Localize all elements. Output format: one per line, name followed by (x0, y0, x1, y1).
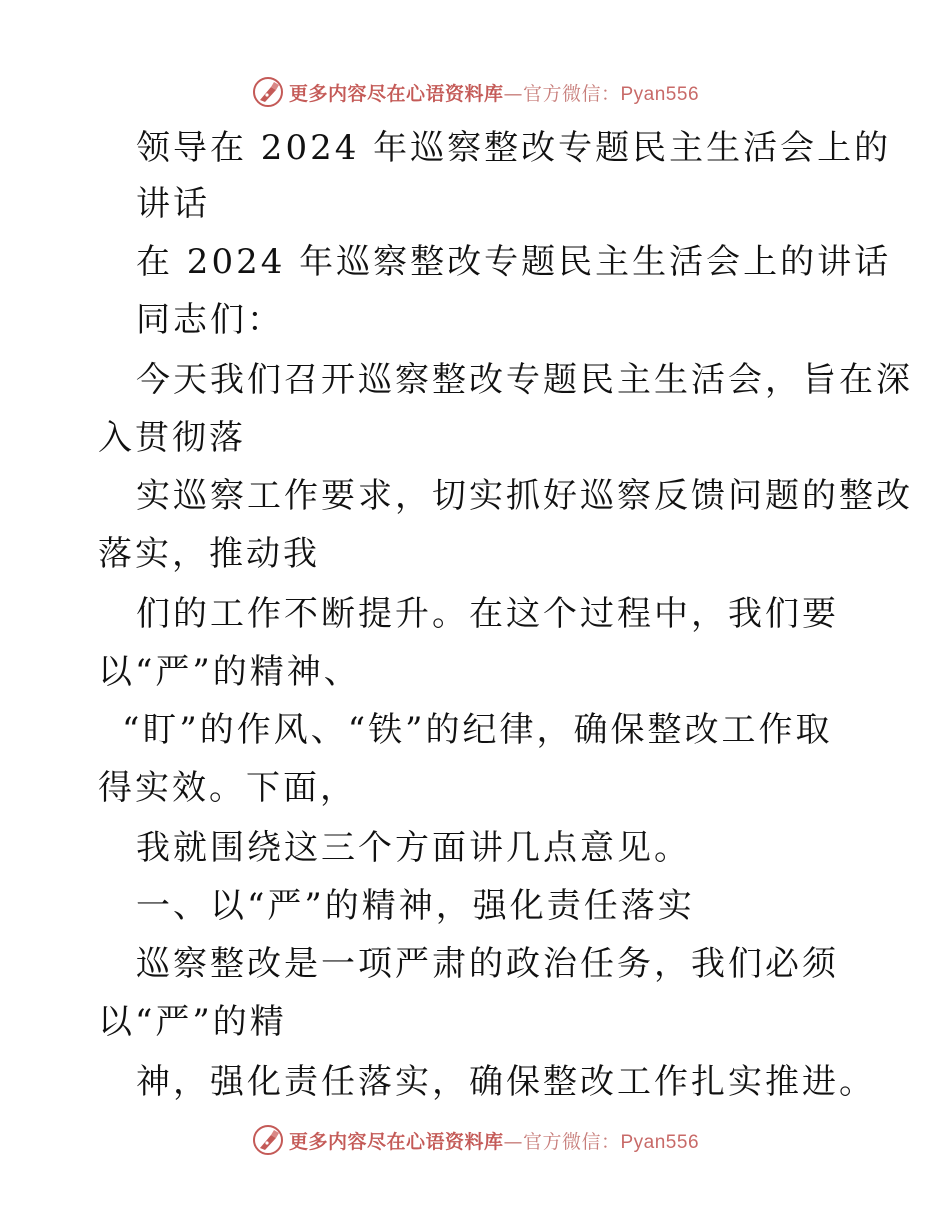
watermark-wechat-label: —官方微信： (503, 82, 621, 105)
paragraph-line: 落实，推动我 (98, 534, 320, 574)
paragraph-line: 实巡察工作要求，切实抓好巡察反馈问题的整改 (136, 476, 913, 516)
paragraph-line: 入贯彻落 (98, 418, 246, 458)
paragraph-line: 巡察整改是一项严肃的政治任务，我们必须 (136, 944, 839, 984)
paragraph-line: 以“严”的精神、 (98, 652, 361, 692)
paragraph-line: 神，强化责任落实，确保整改工作扎实推进。 (136, 1062, 876, 1102)
salutation: 同志们： (136, 300, 284, 340)
watermark-wechat-label: —官方微信： (503, 1130, 621, 1153)
paragraph-line: 我就围绕这三个方面讲几点意见。 (136, 828, 691, 868)
footer-watermark (0, 1120, 950, 1160)
paragraph-line: “盯”的作风、“铁”的纪律，确保整改工作取 (122, 710, 833, 750)
document-subtitle: 在 2024 年巡察整改专题民主生活会上的讲话 (136, 242, 892, 282)
watermark-site-text: 更多内容尽在心语资料库 (288, 1130, 504, 1153)
pen-nib-logo-icon (251, 1123, 285, 1157)
paragraph-line: 以“严”的精 (98, 1002, 287, 1042)
header-watermark (0, 72, 950, 112)
watermark-site-text: 更多内容尽在心语资料库 (288, 82, 504, 105)
paragraph-line: 今天我们召开巡察整改专题民主生活会，旨在深 (136, 360, 913, 400)
paragraph-line: 得实效。下面， (98, 768, 357, 808)
watermark-wechat-id: Pyan556 (620, 1131, 700, 1153)
pen-nib-logo-icon (251, 75, 285, 109)
section-heading: 一、以“严”的精神，强化责任落实 (136, 886, 695, 926)
document-title-line-2: 讲话 (136, 184, 210, 224)
document-title-line-1: 领导在 2024 年巡察整改专题民主生活会上的 (136, 128, 892, 168)
paragraph-line: 们的工作不断提升。在这个过程中，我们要 (136, 594, 839, 634)
watermark-wechat-id: Pyan556 (620, 83, 700, 105)
